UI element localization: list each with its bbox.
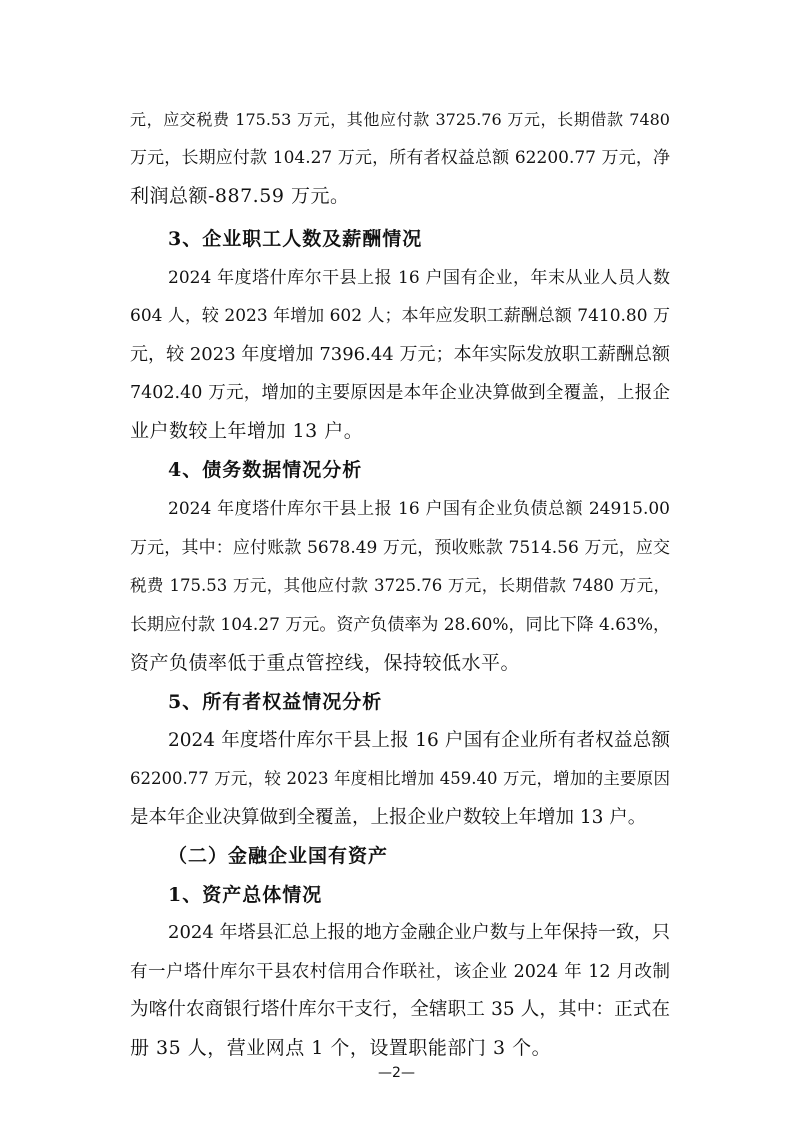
paragraph-line: 资产负债率低于重点管控线，保持较低水平。 xyxy=(130,652,521,674)
paragraph-line: 62200.77 万元，较 2023 年度相比增加 459.40 万元，增加的主要原因 xyxy=(130,769,670,788)
paragraph-line: 万元，其中：应付账款 5678.49 万元，预收账款 7514.56 万元，应交 xyxy=(130,538,670,558)
paragraph-line: 税费 175.53 万元，其他应付款 3725.76 万元，长期借款 7480 万元， xyxy=(130,576,670,595)
paragraph-line: 利润总额-887.59 万元。 xyxy=(130,185,350,207)
section-heading: 4、债务数据情况分析 xyxy=(168,459,363,481)
paragraph-line: 业户数较上年增加 13 户。 xyxy=(130,420,364,442)
paragraph-line: 2024 年度塔什库尔干县上报 16 户国有企业负债总额 24915.00 xyxy=(168,499,670,519)
paragraph-line: 2024 年度塔什库尔干县上报 16 户国有企业，年末从业人员人数 xyxy=(168,268,670,288)
section-heading: 3、企业职工人数及薪酬情况 xyxy=(168,228,423,250)
paragraph-line: 2024 年塔县汇总上报的地方金融企业户数与上年保持一致，只 xyxy=(168,922,670,943)
paragraph-line: 2024 年度塔什库尔干县上报 16 户国有企业所有者权益总额 xyxy=(168,730,670,751)
paragraph-line: 是本年企业决算做到全覆盖，上报企业户数较上年增加 13 户。 xyxy=(130,807,647,828)
paragraph-line: 有一户塔什库尔干县农村信用合作联社，该企业 2024 年 12 月改制 xyxy=(130,962,670,982)
paragraph-line: 册 35 人，营业网点 1 个，设置职能部门 3 个。 xyxy=(130,1037,552,1059)
section-heading: 5、所有者权益情况分析 xyxy=(168,691,383,713)
paragraph-line: 7402.40 万元，增加的主要原因是本年企业决算做到全覆盖，上报企 xyxy=(130,383,670,403)
paragraph-line: 元，较 2023 年度增加 7396.44 万元；本年实际发放职工薪酬总额 xyxy=(130,344,670,365)
paragraph-line: 604 人，较 2023 年增加 602 人；本年应发职工薪酬总额 7410.80 万 xyxy=(130,306,670,326)
page-number: —2— xyxy=(378,1065,415,1081)
section-heading: 1、资产总体情况 xyxy=(168,884,323,906)
paragraph-line: 元，应交税费 175.53 万元，其他应付款 3725.76 万元，长期借款 7480 xyxy=(130,110,670,129)
section-heading: （二）金融企业国有资产 xyxy=(168,845,389,867)
paragraph-line: 万元，长期应付款 104.27 万元，所有者权益总额 62200.77 万元，净 xyxy=(130,148,670,168)
paragraph-line: 长期应付款 104.27 万元。资产负债率为 28.60%，同比下降 4.63%， xyxy=(130,615,670,635)
paragraph-line: 为喀什农商银行塔什库尔干支行，全辖职工 35 人，其中：正式在 xyxy=(130,999,670,1020)
